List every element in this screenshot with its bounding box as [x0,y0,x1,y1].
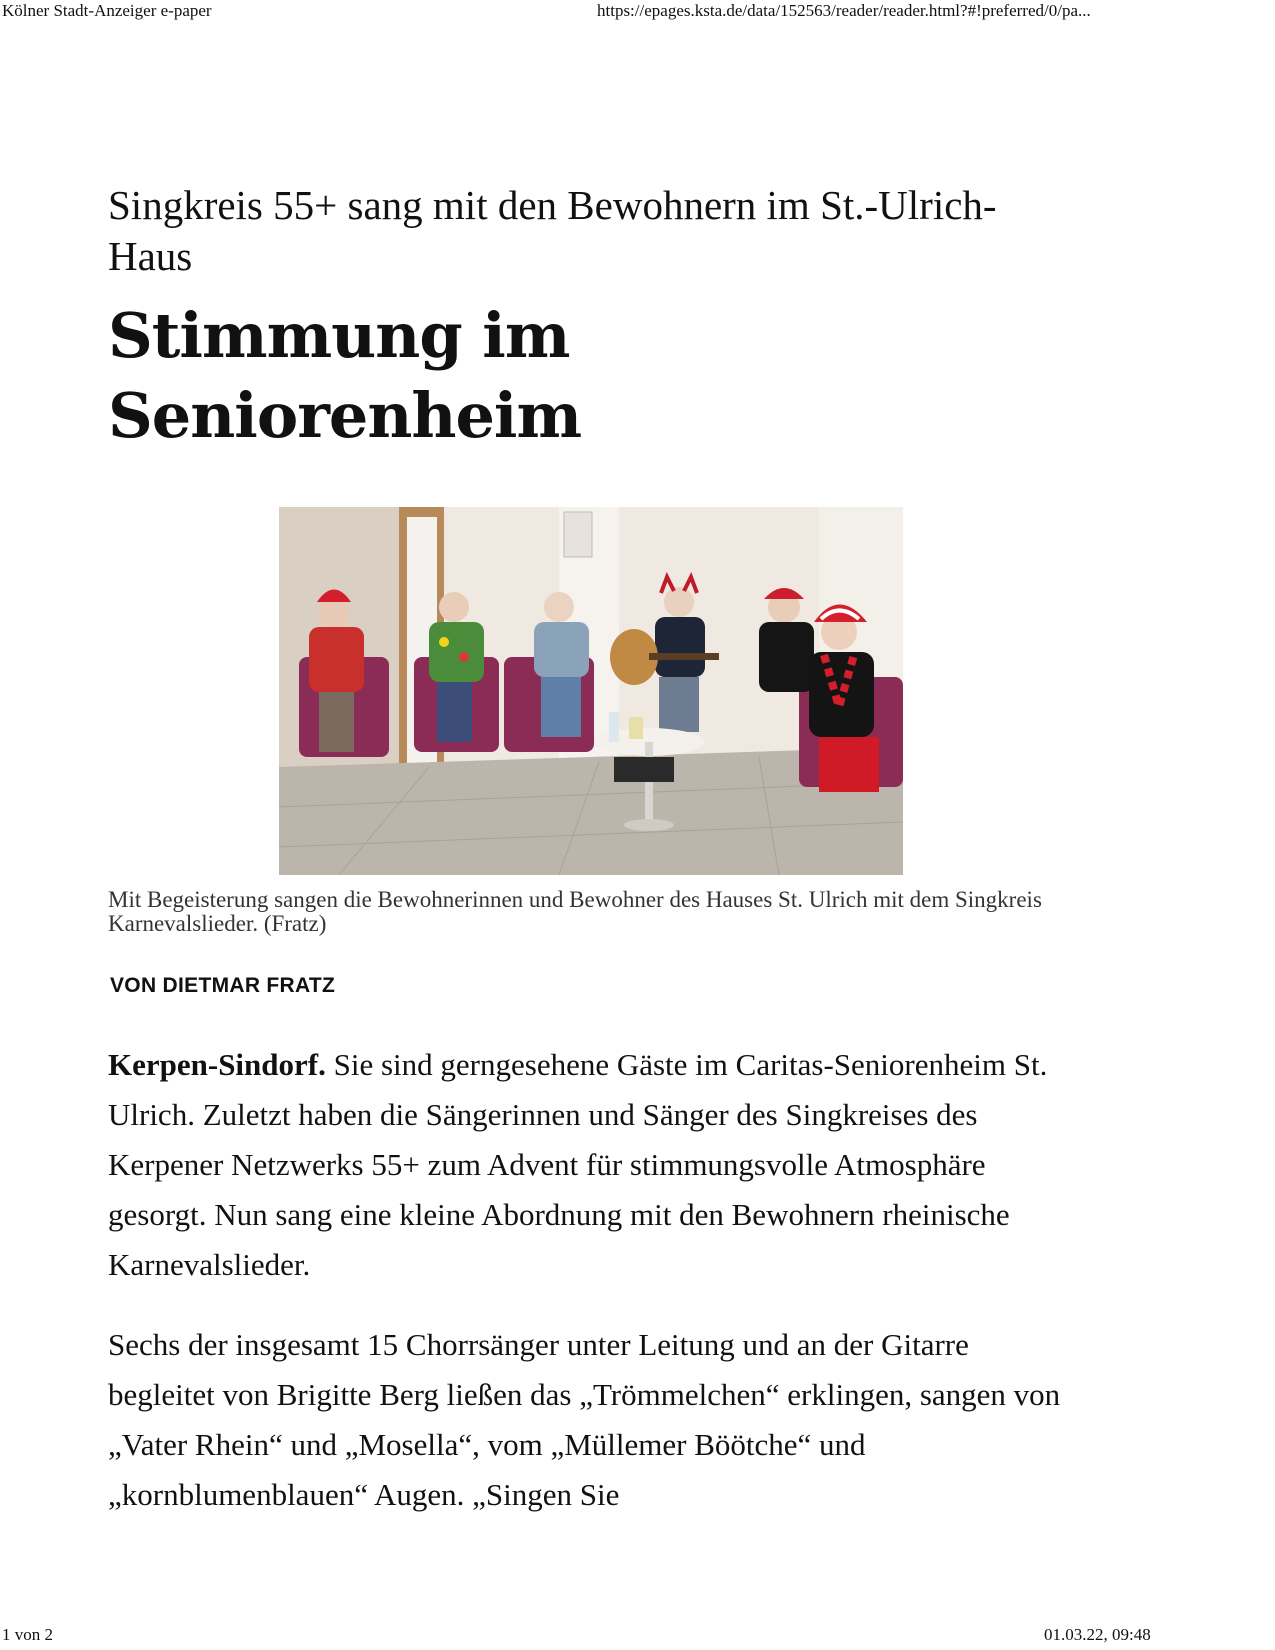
print-footer-datetime: 01.03.22, 09:48 [1044,1625,1151,1644]
article-paragraph [108,1320,1068,1520]
print-header-title: Kölner Stadt-Anzeiger e-paper [2,1,212,20]
article-paragraph [108,1040,1068,1290]
print-header [0,0,1275,24]
print-header-url: https://epages.ksta.de/data/152563/reader/reader.html?#!preferred/0/pa... [597,1,1091,20]
photo-illustration [279,507,903,875]
article-byline: VON DIETMAR FRATZ [110,974,336,997]
article-photo [279,507,903,875]
paragraph-text: Sechs der insgesamt 15 Chorrsänger unter Leitung und an der Gitarre begleitet von Brigitte Berg ließen das „Trömmelchen“ erklingen, sangen von „Vater Rhein“ und „Mosella“, vom „Müllemer Böötche“ und „kornblumenblauen“ Augen. „Singen Sie [108,1327,1061,1512]
print-footer [0,1624,1275,1648]
article-body [108,1040,1068,1550]
paragraph-dateline: Kerpen-Sindorf. [108,1047,326,1082]
article [108,180,1068,456]
photo-caption: Mit Begeisterung sangen die Bewohnerinnen und Bewohner des Hauses St. Ulrich mit dem Singkreis Karnevalslieder. (Fratz) [108,887,1042,936]
print-footer-page: 1 von 2 [2,1625,53,1644]
paragraph-text: Sie sind gerngesehene Gäste im Caritas-Seniorenheim St. Ulrich. Zuletzt haben die Sängerinnen und Sänger des Singkreises des Kerpener Netzwerks 55+ zum Advent für stimmungsvolle Atmosphäre gesorgt. Nun sang eine kleine Abordnung mit den Bewohnern rheinische Karnevalslieder. [108,1047,1048,1282]
article-headline: Stimmung im Seniorenheim [108,299,582,452]
article-kicker: Singkreis 55+ sang mit den Bewohnern im St.-Ulrich-Haus [108,182,997,279]
